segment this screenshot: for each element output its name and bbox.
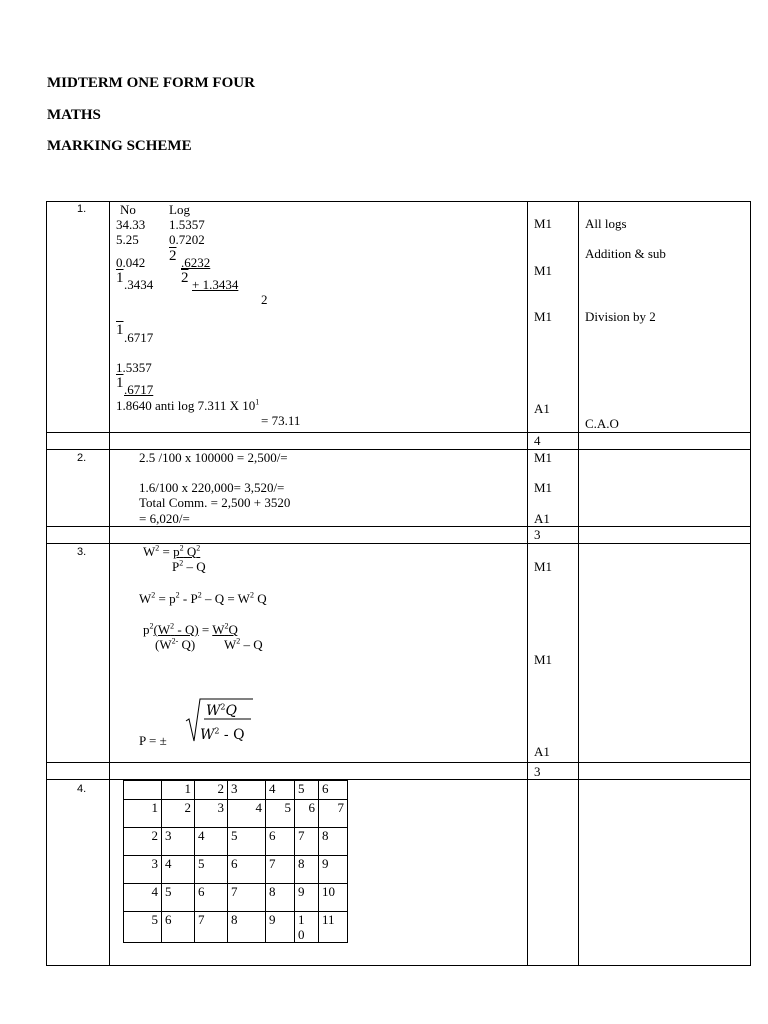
mark: M1 <box>534 216 553 231</box>
question-number: 2. <box>77 452 87 464</box>
grid-cell: 3 <box>162 828 195 856</box>
exponent: 1 <box>255 397 260 407</box>
bar-digit: 2 <box>169 248 177 264</box>
q1-no: 34.33 <box>116 217 146 232</box>
grid-cell: 6 <box>162 912 195 943</box>
bar-digit: 1 <box>116 375 124 391</box>
bar-digit: 1 <box>116 270 124 286</box>
grid-cell: 1 0 <box>295 912 319 943</box>
q3-final-label: P = ± <box>139 733 167 748</box>
grid-cell: 4 <box>124 884 162 912</box>
grid-cell: 6 <box>228 856 266 884</box>
grid-cell: 6 <box>266 828 295 856</box>
grid-cell: 8 <box>319 828 348 856</box>
total-mark: 3 <box>534 764 541 779</box>
question-number: 1. <box>77 203 87 215</box>
q1-value: .6717 <box>124 330 154 345</box>
total-mark: 4 <box>534 433 541 448</box>
mark: A1 <box>534 401 550 416</box>
grid-cell: 4 <box>195 828 228 856</box>
comment: All logs <box>585 216 627 231</box>
doc-subtitle: MARKING SCHEME <box>47 138 192 154</box>
q1-log: 1.5357 <box>169 217 205 232</box>
q2-line: 1.6/100 x 220,000= 3,520/= <box>139 480 285 495</box>
q2-line: = 6,020/= <box>139 511 190 526</box>
frac-denominator: $W^2$ - Q <box>200 726 245 743</box>
mark: M1 <box>534 309 553 324</box>
grid-cell: 5 <box>266 800 295 828</box>
total-mark: 3 <box>534 527 541 542</box>
grid-cell: 6 <box>295 800 319 828</box>
grid-cell: 6 <box>319 781 348 800</box>
grid-cell: 4 <box>162 856 195 884</box>
q3-line5b: $W^2$ – Q <box>224 636 263 652</box>
q1-no: 0.042 <box>116 255 146 270</box>
q1-divisor: 2 <box>261 292 268 307</box>
question-number: 4. <box>77 783 87 795</box>
grid-cell: 4 <box>228 800 266 828</box>
grid-cell: 9 <box>295 884 319 912</box>
q2-line: 2.5 /100 x 100000 = 2,500/= <box>139 450 288 465</box>
grid-cell: 7 <box>266 856 295 884</box>
grid-cell: 2 <box>195 781 228 800</box>
grid-cell: 8 <box>295 856 319 884</box>
q1-no: 5.25 <box>116 232 139 247</box>
grid-cell: 7 <box>319 800 348 828</box>
frac-numerator: $W^2Q$ <box>206 702 237 719</box>
mark: M1 <box>534 652 553 667</box>
mark: M1 <box>534 559 553 574</box>
q1-log: .6232 <box>181 255 211 270</box>
grid-cell: 9 <box>319 856 348 884</box>
grid-cell: 7 <box>228 884 266 912</box>
grid-cell: 2 <box>124 828 162 856</box>
mark: A1 <box>534 744 550 759</box>
grid-cell: 1 <box>124 800 162 828</box>
q1-log: + 1.3434 <box>192 277 239 292</box>
q1-log: 0.7202 <box>169 232 205 247</box>
bar-digit: 1 <box>116 322 124 338</box>
grid-cell: 5 <box>195 856 228 884</box>
mark: M1 <box>534 480 553 495</box>
q3-line2: $P^2$ – Q <box>172 558 206 574</box>
grid-cell: 5 <box>295 781 319 800</box>
comment: C.A.O <box>585 416 619 431</box>
grid-cell: 3 <box>228 781 266 800</box>
grid-cell: 3 <box>124 856 162 884</box>
grid-cell: 5 <box>162 884 195 912</box>
grid-cell: 5 <box>124 912 162 943</box>
grid-cell: 10 <box>319 884 348 912</box>
q3-line4: $p^2(W^2 - Q) = W^2Q$ <box>143 621 238 637</box>
mark: M1 <box>534 450 553 465</box>
grid-cell: 7 <box>295 828 319 856</box>
grid-cell: 9 <box>266 912 295 943</box>
q3-line5: ($W^{2-}$ Q) <box>155 636 196 652</box>
grid-cell: 3 <box>195 800 228 828</box>
col-no-header: No <box>120 202 136 217</box>
grid-cell: 8 <box>266 884 295 912</box>
q1-antilog: 1.8640 anti log 7.311 X 10 <box>116 398 256 413</box>
sample-space-table <box>123 780 348 943</box>
grid-cell <box>124 781 162 800</box>
grid-cell: 8 <box>228 912 266 943</box>
mark: M1 <box>534 263 553 278</box>
col-log-header: Log <box>169 202 190 217</box>
mark: A1 <box>534 511 550 526</box>
grid-cell: 11 <box>319 912 348 943</box>
q1-value: 1.5357 <box>116 360 152 375</box>
q1-no: .3434 <box>124 277 154 292</box>
doc-title: MIDTERM ONE FORM FOUR <box>47 75 255 91</box>
q3-line3: $W^2 = p^2 - P^2 - Q = W^2$ Q <box>139 590 267 606</box>
grid-cell: 2 <box>162 800 195 828</box>
q1-answer: = 73.11 <box>261 413 301 428</box>
grid-cell: 5 <box>228 828 266 856</box>
q2-line: Total Comm. = 2,500 + 3520 <box>139 495 291 510</box>
q3-line1: $W^2 = p^2$ $Q^2$ <box>143 543 201 559</box>
grid-cell: 7 <box>195 912 228 943</box>
comment: Division by 2 <box>585 309 656 324</box>
doc-subject: MATHS <box>47 107 101 123</box>
grid-cell: 1 <box>162 781 195 800</box>
comment: Addition & sub <box>585 246 666 261</box>
grid-cell: 6 <box>195 884 228 912</box>
grid-cell: 4 <box>266 781 295 800</box>
q1-value: .6717 <box>124 382 154 397</box>
bar-digit: 2 <box>181 270 189 286</box>
question-number: 3. <box>77 546 87 558</box>
